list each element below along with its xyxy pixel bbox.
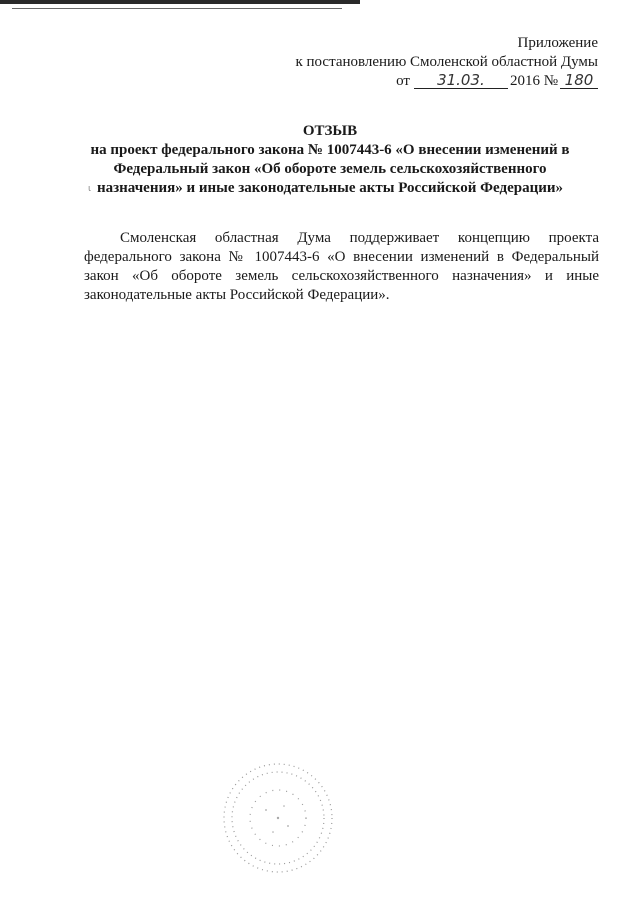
stray-scan-mark: ι [88,184,92,194]
date-prefix: от [396,73,410,89]
appendix-header [295,34,598,91]
scan-edge-mark [0,0,360,4]
body-paragraph: Смоленская областная Дума поддерживает концепцию проекта федерального закона № 1007443-6 «О внесении изменений в Федеральный закон «Об обороте земель сельскохозяйственного назначения» и иные законодательные акты Российской Федерации». [84,230,599,303]
handwritten-number: 180 [560,73,598,89]
document-title [90,122,570,198]
title-heading: ОТЗЫВ [302,123,358,139]
handwritten-date: 31.03. [414,73,508,89]
year-number-label: 2016 № [509,73,558,89]
title-subheading: на проект федерального закона № 1007443-6 «О внесении изменений в Федеральный закон «Об обороте земель сельскохозяйственного назначения» и иные законодательные акты Российской Федерации» [90,142,570,196]
faded-seal-stamp [218,758,338,878]
resolution-reference: к постановлению Смоленской областной Думы [295,54,598,70]
appendix-label: Приложение [517,35,598,51]
date-number-line [396,72,598,91]
scan-edge-line [12,8,342,9]
